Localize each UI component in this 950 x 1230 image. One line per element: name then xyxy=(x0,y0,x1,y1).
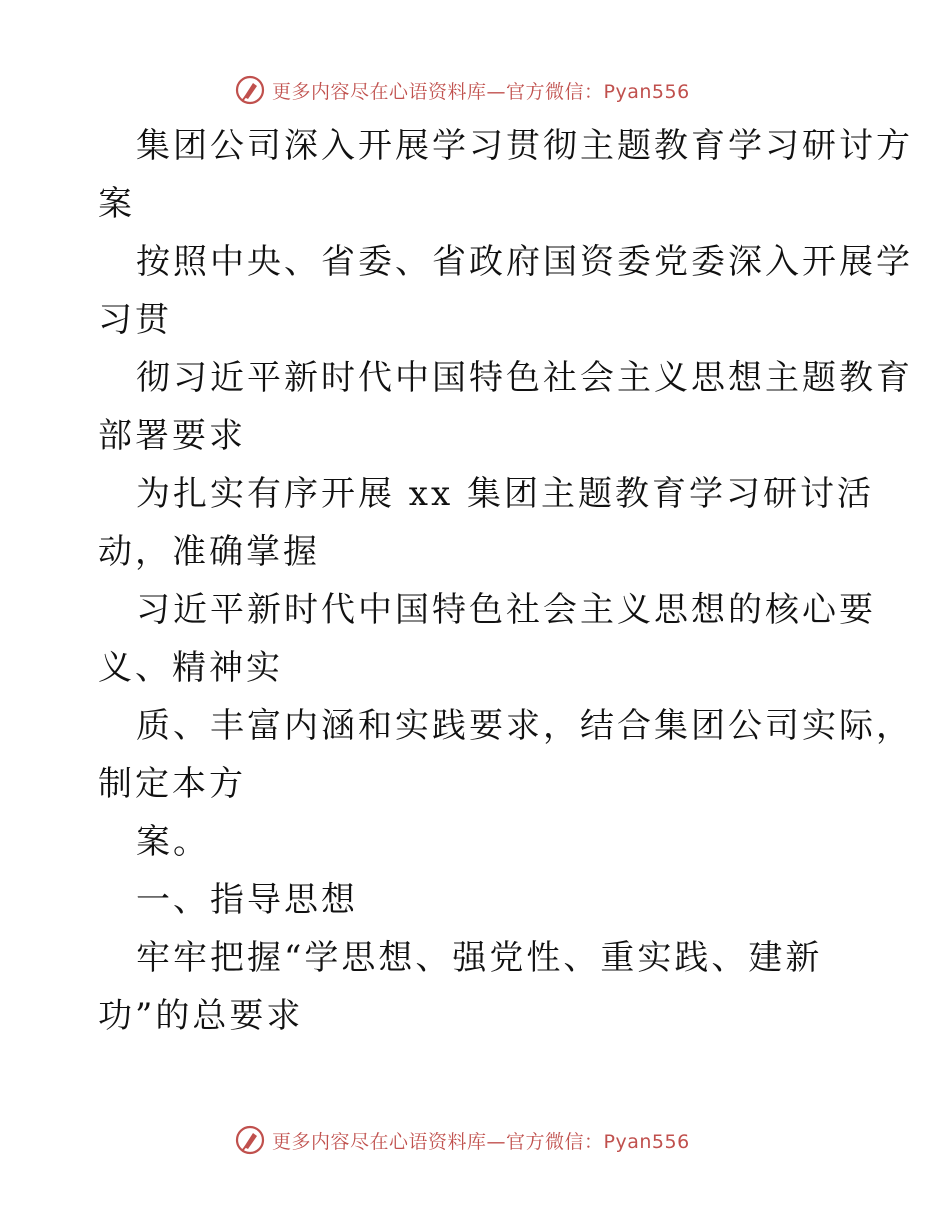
paragraph-line: 义、精神实 xyxy=(98,648,283,688)
document-body xyxy=(98,117,913,1045)
section-heading: 一、指导思想 xyxy=(136,880,358,920)
paragraph-line: 功”的总要求 xyxy=(98,996,304,1036)
paragraph-line: 彻习近平新时代中国特色社会主义思想主题教育 xyxy=(136,358,913,398)
paragraph-line: 动，准确掌握 xyxy=(98,532,320,572)
pen-nib-logo-icon xyxy=(234,74,266,106)
header-banner-text: 更多内容尽在心语资料库—官方微信：Pyan556 xyxy=(272,80,690,103)
paragraph-line: 制定本方 xyxy=(98,764,246,804)
paragraph-line: 部署要求 xyxy=(98,416,246,456)
paragraph-line: 牢牢把握“学思想、强党性、重实践、建新 xyxy=(136,938,823,978)
footer-banner-text: 更多内容尽在心语资料库—官方微信：Pyan556 xyxy=(272,1130,690,1153)
paragraph-line: 为扎实有序开展 xx 集团主题教育学习研讨活 xyxy=(136,474,874,514)
paragraph-line: 习贯 xyxy=(98,300,172,340)
doc-title-line-1: 集团公司深入开展学习贯彻主题教育学习研讨方 xyxy=(136,126,913,166)
pen-nib-logo-icon xyxy=(234,1124,266,1156)
doc-title-line-2: 案 xyxy=(98,184,135,224)
footer-banner xyxy=(0,1120,950,1160)
paragraph-line: 习近平新时代中国特色社会主义思想的核心要 xyxy=(136,590,876,630)
header-banner xyxy=(0,70,950,110)
paragraph-line: 案。 xyxy=(136,822,210,862)
paragraph-line: 按照中央、省委、省政府国资委党委深入开展学 xyxy=(136,242,913,282)
paragraph-line: 质、丰富内涵和实践要求，结合集团公司实际， xyxy=(136,706,913,746)
